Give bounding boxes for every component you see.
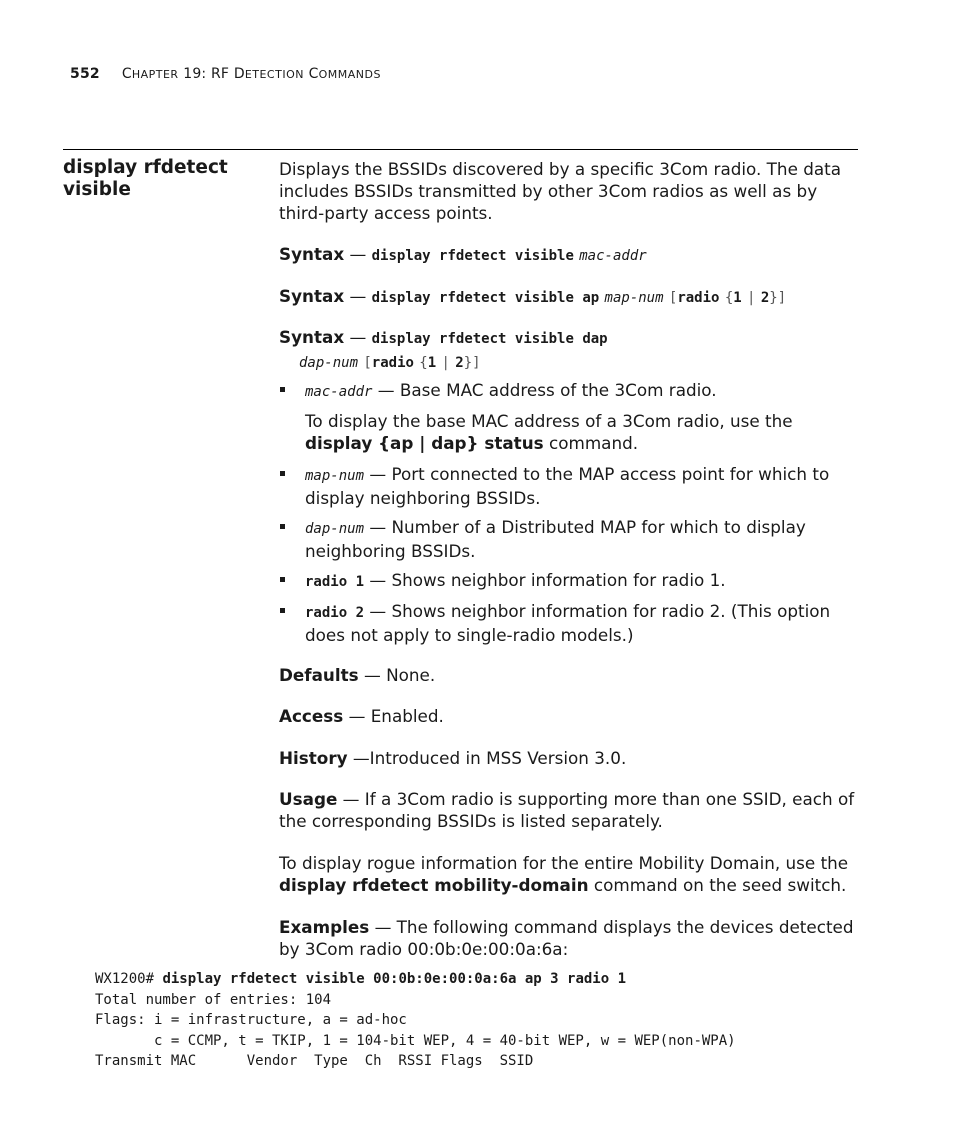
code-line: Total number of entries: 104 (95, 991, 332, 1008)
bullet-marker (280, 524, 285, 529)
examples-paragraph: Examples — The following command displays the devices detected by 3Com radio 00:0b:0e:00:0a:6a: (279, 917, 854, 959)
bullet-marker (280, 471, 285, 476)
code-line: Transmit MAC Vendor Type Ch RSSI Flags SSID (95, 1053, 534, 1069)
defaults-paragraph: Defaults — None. (279, 665, 436, 685)
syntax-line-3: Syntax — display rfdetect visible dap dap-num [radio {1 | 2}] (279, 327, 608, 371)
page-header (70, 66, 381, 82)
bullet-marker (280, 608, 285, 613)
section-divider (63, 149, 858, 150)
history-paragraph: History —Introduced in MSS Version 3.0. (279, 748, 627, 768)
syntax-line-2: Syntax — display rfdetect visible ap map-num [radio {1 | 2}] (279, 286, 787, 306)
code-line: Flags: i = infrastructure, a = ad-hoc (95, 1012, 407, 1028)
intro-paragraph: Displays the BSSIDs discovered by a specific 3Com radio. The data includes BSSIDs transmitted by other 3Com radios as well as by third-party access points. (279, 159, 842, 223)
bullet-marker (280, 577, 285, 582)
code-line: c = CCMP, t = TKIP, 1 = 104-bit WEP, 4 = 40-bit WEP, w = WEP(non-WPA) (95, 1032, 736, 1049)
page-number: 552 (70, 66, 100, 82)
chapter-title: CHAPTER 19: RF DETECTION COMMANDS (121, 66, 381, 82)
code-example (95, 969, 736, 1072)
section-title: display rfdetect visible (63, 157, 228, 200)
bullet-marker (280, 387, 285, 392)
access-paragraph: Access — Enabled. (279, 706, 444, 726)
rogue-note-paragraph: To display rogue information for the entire Mobility Domain, use the display rfdetect mobility-domain command on the seed switch. (279, 853, 849, 895)
code-command-line: WX1200# display rfdetect visible 00:0b:0e:00:0a:6a ap 3 radio 1 (95, 971, 627, 987)
syntax-line-1: Syntax — display rfdetect visible mac-addr (279, 244, 647, 264)
mac-addr-note: To display the base MAC address of a 3Com radio, use the display {ap | dap} status command. (305, 411, 793, 453)
usage-paragraph: Usage — If a 3Com radio is supporting more than one SSID, each of the corresponding BSSIDs is listed separately. (279, 789, 855, 831)
